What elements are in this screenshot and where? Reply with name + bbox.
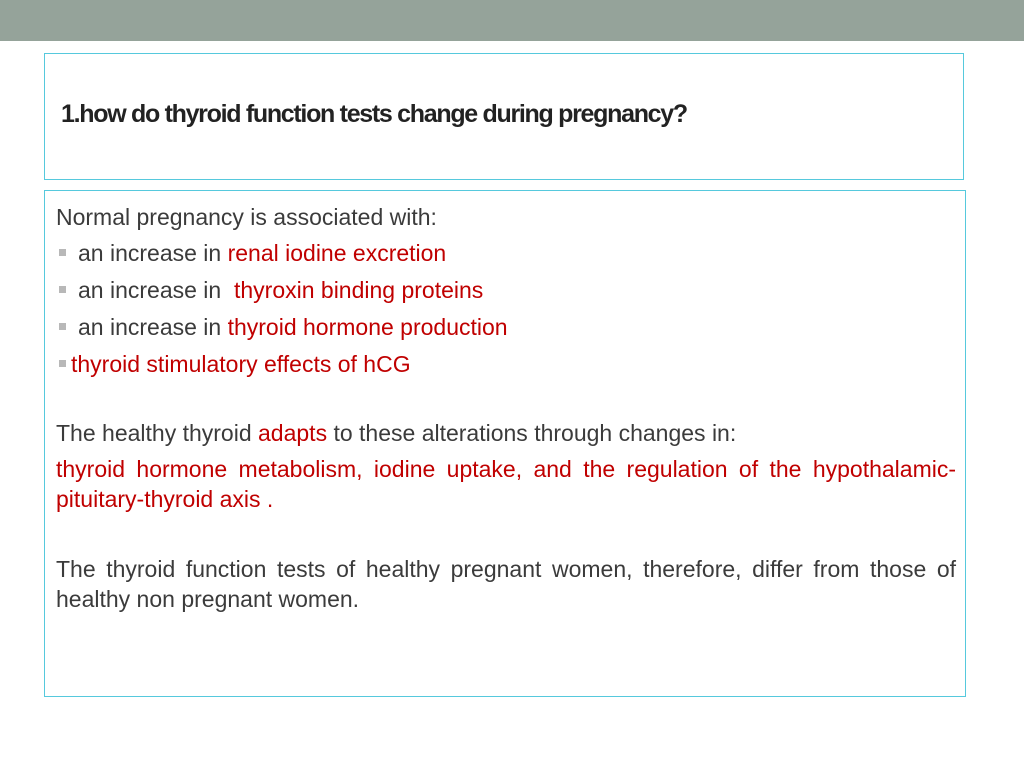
content-placeholder xyxy=(44,190,966,697)
slide-body xyxy=(56,199,956,614)
bullet-highlight: thyroid hormone production xyxy=(227,313,508,340)
conclusion-text: The thyroid function tests of healthy pregnant women, therefore, differ from those of healthy non pregnant women. xyxy=(56,556,956,612)
square-bullet-icon xyxy=(59,360,66,367)
bullet-prefix: an increase in xyxy=(78,276,234,303)
square-bullet-icon xyxy=(59,286,66,293)
bullet-item xyxy=(56,308,956,345)
bullet-item xyxy=(56,234,956,271)
bullet-prefix: an increase in xyxy=(78,239,228,266)
adapt-sentence xyxy=(56,418,956,448)
top-banner xyxy=(0,0,1024,41)
intro-text: Normal pregnancy is associated with: xyxy=(56,203,437,230)
square-bullet-icon xyxy=(59,249,66,256)
bullet-highlight: renal iodine excretion xyxy=(227,239,447,266)
bullet-highlight: thyroid stimulatory effects of hCG xyxy=(71,350,411,377)
paragraph-spacer xyxy=(56,514,956,554)
square-bullet-icon xyxy=(59,323,66,330)
bullet-prefix: an increase in xyxy=(78,313,228,340)
adapt-detail: thyroid hormone metabolism, iodine uptake, and the regulation of the hypothalamic-pituitary-thyroid axis . xyxy=(56,456,956,512)
adapt-after: to these alterations through changes in: xyxy=(327,420,737,446)
bullet-item xyxy=(56,345,956,382)
paragraph-spacer xyxy=(56,382,956,418)
slide-title: 1.how do thyroid function tests change during pregnancy? xyxy=(61,100,687,128)
bullet-highlight: thyroxin binding proteins xyxy=(233,276,484,303)
bullet-item xyxy=(56,271,956,308)
adapt-before: The healthy thyroid xyxy=(56,420,259,446)
adapt-highlight: adapts xyxy=(258,420,328,446)
title-placeholder xyxy=(44,53,964,180)
